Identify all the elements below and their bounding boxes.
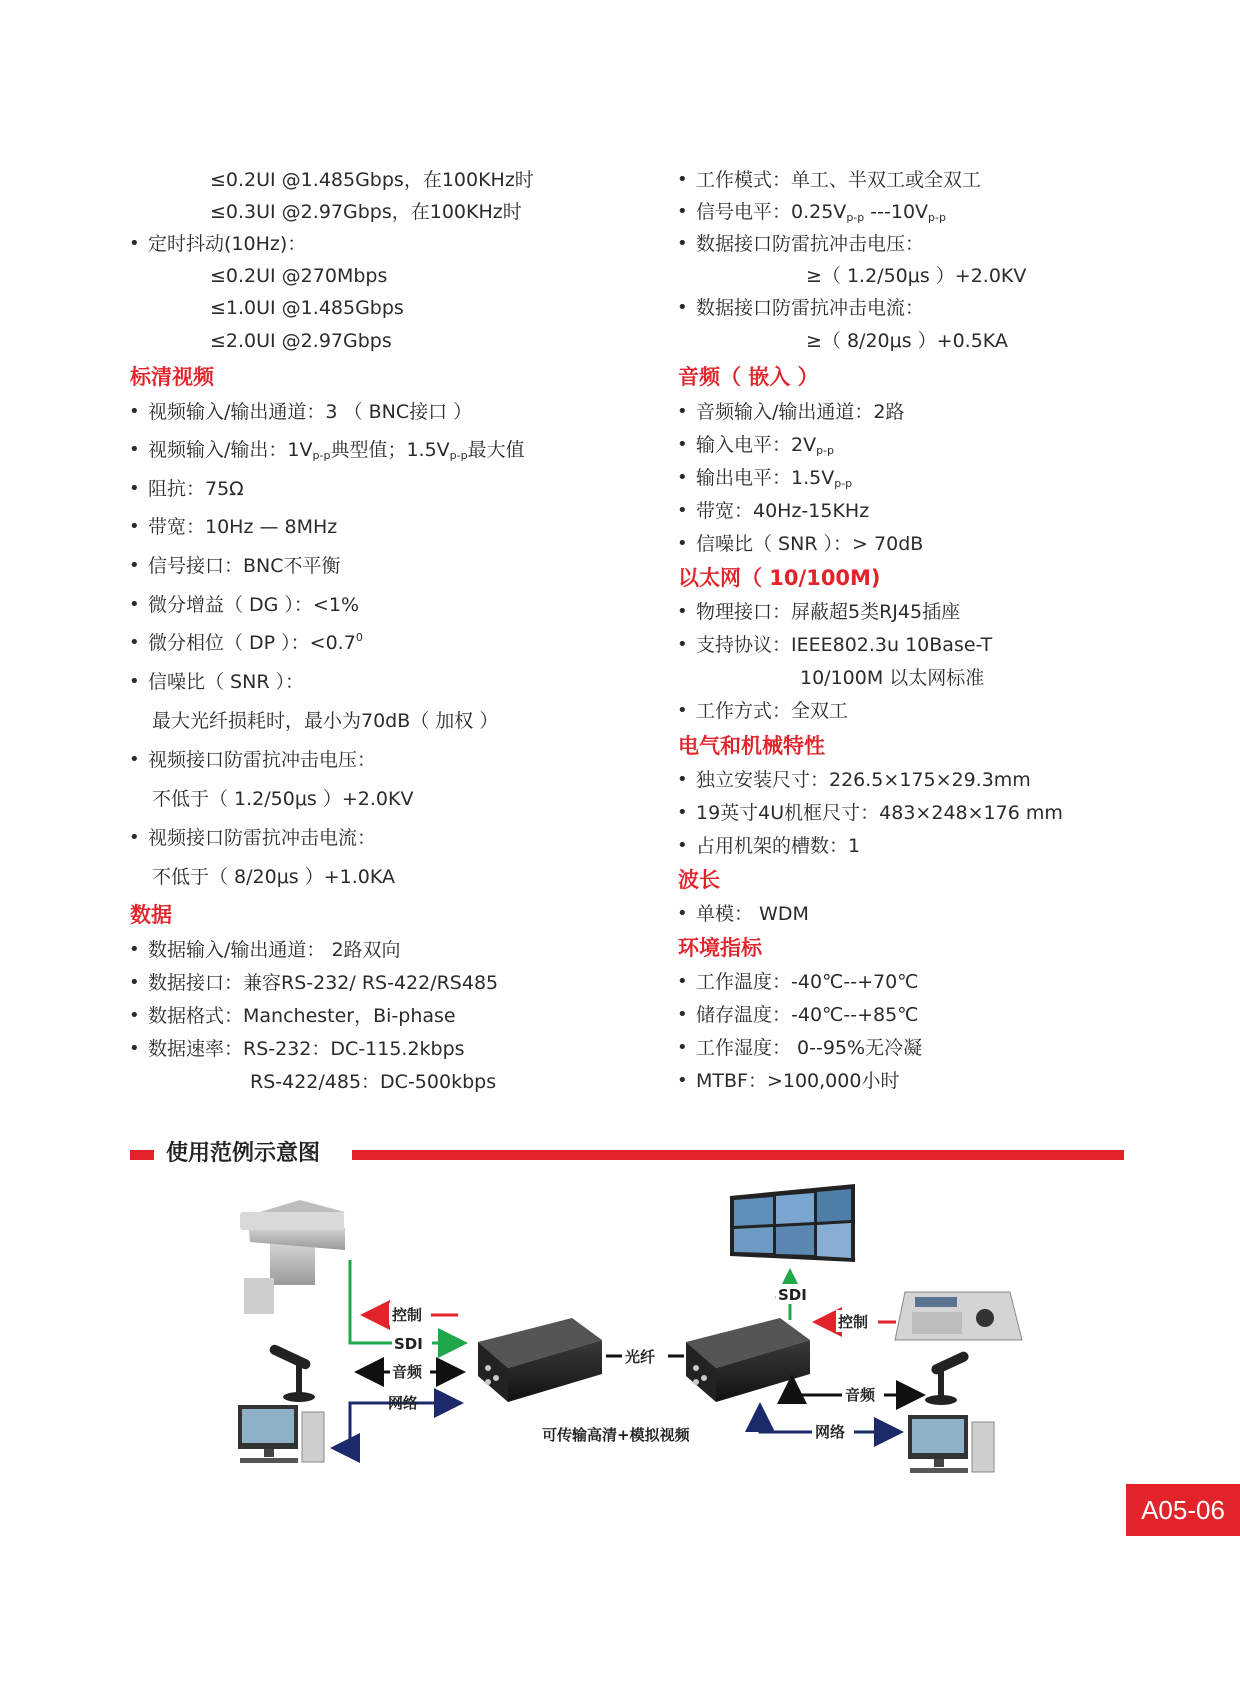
sd-impedance: • 阻抗：75Ω [148,477,244,501]
signal-level: • 信号电平：$0.25V_{p-p}$ $---10V_{p-p}$ [696,200,946,224]
env-humidity: • 工作湿度： 0--95%无冷凝 [696,1036,922,1060]
label-sdi-left: SDI [394,1335,423,1353]
data-surge-voltage-value: ≥（ 1.2/50μs ）+2.0KV [806,265,1027,287]
data-channels: • 数据输入/输出通道： 2路双向 [148,938,401,962]
data-surge-current: • 数据接口防雷抗冲击电流： [696,296,924,320]
jitter-line-2: ≤0.3UI @2.97Gbps，在100KHz时 [210,201,522,223]
wavelength-heading: 波长 [678,868,720,892]
sdi-line-left [350,1260,462,1343]
sd-interface: • 信号接口：BNC不平衡 [148,554,341,578]
audio-output-level: • 输出电平：$1.5V_{p-p}$ [696,466,852,490]
mech-rack: • 19英寸4U机框尺寸：483×248×176 mm [696,801,1063,825]
computer-icon-right [908,1415,994,1473]
data-interface: • 数据接口：兼容RS-232/ RS-422/RS485 [148,971,498,995]
mechanical-heading: 电气和机械特性 [678,734,825,758]
label-audio-right: 音频 [845,1386,876,1404]
label-control-left: 控制 [392,1306,423,1324]
environment-heading: 环境指标 [678,936,762,960]
data-rate: • 数据速率：RS-232：DC-115.2kbps [148,1037,465,1061]
data-heading: 数据 [130,903,172,927]
ethernet-heading: 以太网（ 10/100M) [678,566,881,590]
eth-mode: • 工作方式：全双工 [696,699,848,723]
audio-input-level: • 输入电平：$2V_{p-p}$ [696,433,834,457]
label-sdi-up: SDI [778,1286,807,1304]
wave-single-mode: • 单模： WDM [696,902,809,926]
sd-io-level: • 视频输入/输出：$1V_{p-p}$典型值；$1.5V_{p-p}$最大值 [148,438,525,462]
label-control-right: 控制 [838,1313,869,1331]
sd-channels: • 视频输入/输出通道：3 （ BNC接口 ） [148,400,472,424]
sd-surge-voltage: • 视频接口防雷抗冲击电压： [148,748,376,772]
sd-surge-voltage-value: 不低于（ 1.2/50μs ）+2.0KV [152,788,414,810]
data-rate-2: RS-422/485：DC-500kbps [250,1071,497,1093]
computer-icon [238,1405,324,1463]
eth-protocol-2: 10/100M 以太网标准 [800,667,985,689]
env-mtbf: • MTBF：>100,000小时 [696,1069,899,1093]
eth-physical: • 物理接口：屏蔽超5类RJ45插座 [696,600,960,624]
sd-dp: • 微分相位（ DP ）：$<0.7^0$ [148,631,363,655]
jitter-line-1: ≤0.2UI @1.485Gbps，在100KHz时 [210,169,534,191]
eth-protocol: • 支持协议：IEEE802.3u 10Base-T [696,633,992,657]
mech-standalone: • 独立安装尺寸：226.5×175×29.3mm [696,768,1031,792]
sd-snr: • 信噪比（ SNR ）： [148,670,304,694]
sd-video-heading: 标清视频 [130,365,214,389]
data-surge-current-value: ≥（ 8/20μs ）+0.5KA [806,330,1008,352]
sd-bandwidth: • 带宽：10Hz — 8MHz [148,515,337,539]
audio-bandwidth: • 带宽：40Hz-15KHz [696,499,869,523]
sd-dg: • 微分增益（ DG ）：<1% [148,593,359,617]
sd-surge-current: • 视频接口防雷抗冲击电流： [148,826,376,850]
optical-transmitter-icon [478,1318,602,1402]
audio-snr: • 信噪比（ SNR ）：> 70dB [696,532,923,556]
label-network-right: 网络 [815,1423,846,1441]
label-audio-left: 音频 [392,1363,423,1381]
audio-heading: 音频（ 嵌入 ） [678,365,819,389]
timing-line-1: ≤0.2UI @270Mbps [210,265,388,287]
work-mode: • 工作模式：单工、半双工或全双工 [696,168,981,192]
microphone-icon-right [925,1350,970,1405]
microphone-icon [268,1343,315,1402]
timing-line-3: ≤2.0UI @2.97Gbps [210,330,392,352]
data-format: • 数据格式：Manchester，Bi-phase [148,1004,456,1028]
env-store-temp: • 储存温度：-40℃--+85℃ [696,1003,919,1027]
timing-line-2: ≤1.0UI @1.485Gbps [210,297,404,319]
diagram-caption: 可传输高清+模拟视频 [542,1426,690,1444]
mech-slots: • 占用机架的槽数：1 [696,834,860,858]
env-work-temp: • 工作温度：-40℃--+70℃ [696,970,919,994]
ptz-camera-icon [240,1200,345,1314]
page-number-tag: A05-06 [1126,1484,1240,1536]
timing-jitter-label: • 定时抖动(10Hz)： [148,232,306,256]
sd-snr-value: 最大光纤损耗时，最小为70dB（ 加权 ） [152,710,499,732]
sd-surge-current-value: 不低于（ 8/20μs ）+1.0KA [152,866,395,888]
ptz-keyboard-icon [895,1292,1022,1340]
diagram-section-title: 使用范例示意图 [166,1141,321,1166]
label-fiber: 光纤 [625,1348,656,1366]
video-wall-icon [730,1184,855,1262]
data-surge-voltage: • 数据接口防雷抗冲击电压： [696,232,924,256]
audio-channels: • 音频输入/输出通道：2路 [696,400,905,424]
label-network-left: 网络 [388,1394,419,1412]
